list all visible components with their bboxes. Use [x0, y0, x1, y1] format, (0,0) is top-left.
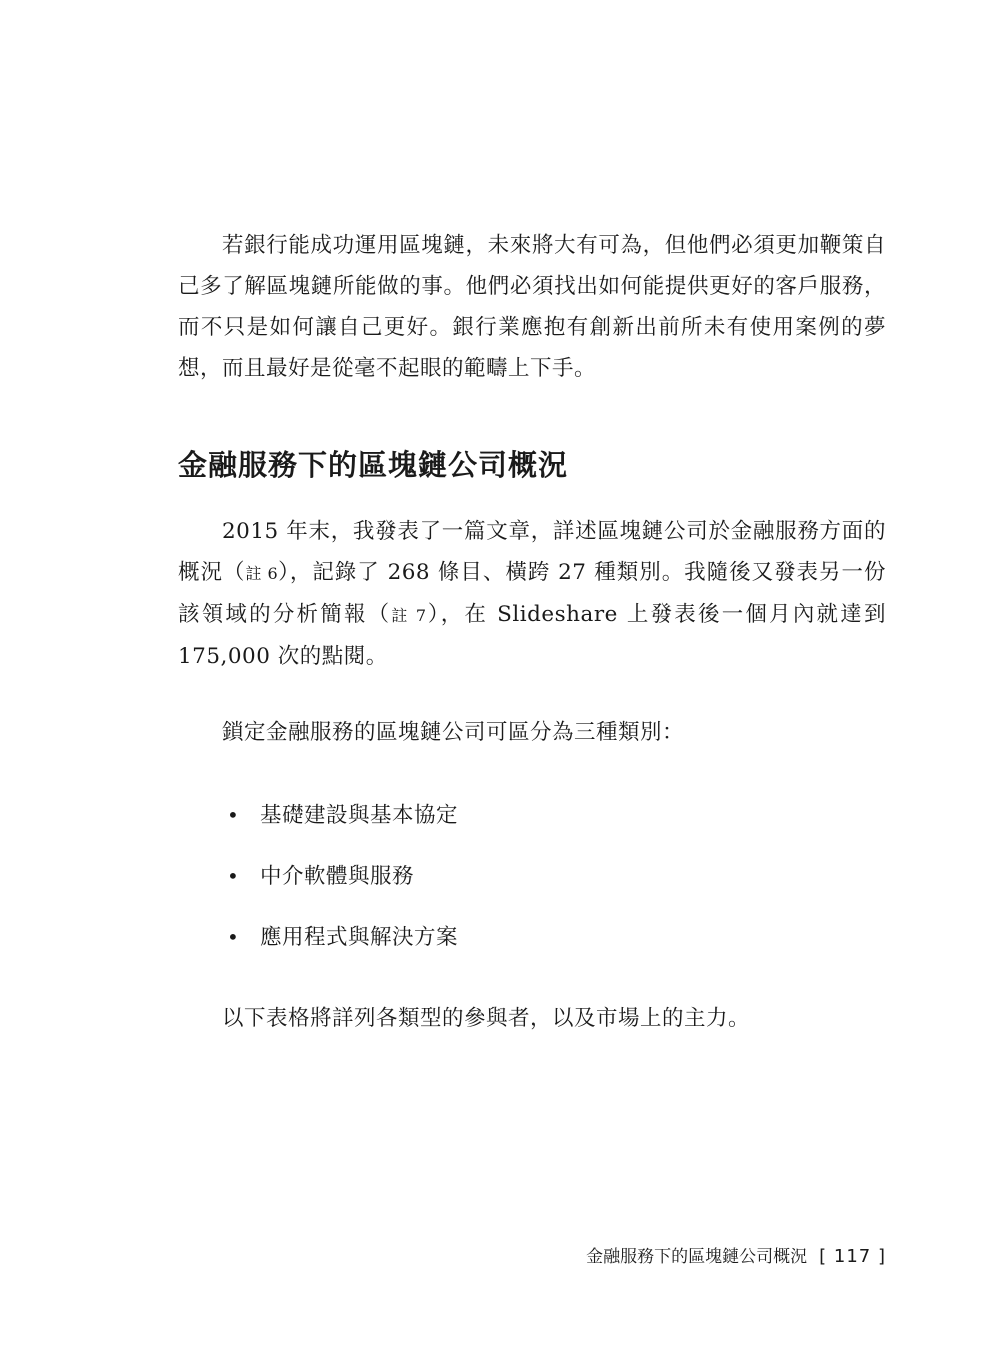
list-item-label: 基礎建設與基本協定 — [260, 803, 459, 828]
section-heading: 金融服務下的區塊鏈公司概況 — [178, 448, 569, 482]
footnote-ref-6: 註 6 — [245, 564, 278, 583]
page-content — [178, 0, 886, 1346]
body-text-part1: 2015 年末，我發表了一篇文章，詳述區塊鏈公司於金融服務方面的概況（ — [178, 519, 886, 585]
lead-sentence: 鎖定金融服務的區塊鏈公司可區分為三種類別： — [222, 720, 685, 745]
intro-paragraph: 若銀行能成功運用區塊鏈，未來將大有可為，但他們必須更加鞭策自己多了解區塊鏈所能做的事。他們必須找出如何能提供更好的客戶服務，而不只是如何讓自己更好。銀行業應抱有創新出前所未有使用案例的夢想，而且最好是從毫不起眼的範疇上下手。 — [178, 233, 886, 381]
list-item-label: 中介軟體與服務 — [260, 864, 415, 889]
summary-sentence: 以下表格將詳列各類型的參與者，以及市場上的主力。 — [222, 1006, 751, 1031]
page-footer — [586, 1242, 886, 1272]
list-item — [178, 917, 886, 978]
page-number: [ 117 ] — [819, 1246, 886, 1267]
body-text-part3: ），在 Slideshare 上發表後一個月內就達到 175,000 次的點閱。 — [178, 602, 886, 669]
list-item-label: 應用程式與解決方案 — [260, 925, 459, 950]
bullet-icon: • — [227, 925, 240, 949]
category-list — [178, 795, 886, 978]
running-title: 金融服務下的區塊鏈公司概況 — [586, 1247, 808, 1267]
footnote-ref-7: 註 7 — [391, 606, 427, 625]
bullet-icon: • — [227, 803, 240, 827]
body-text-part2: ），記錄了 268 條目、橫跨 27 種類別。我隨後又發表另一份該領域的分析簡報（ — [178, 560, 886, 627]
list-item — [178, 795, 886, 856]
body-paragraph — [178, 511, 886, 677]
bullet-icon: • — [227, 864, 240, 888]
list-item — [178, 856, 886, 917]
